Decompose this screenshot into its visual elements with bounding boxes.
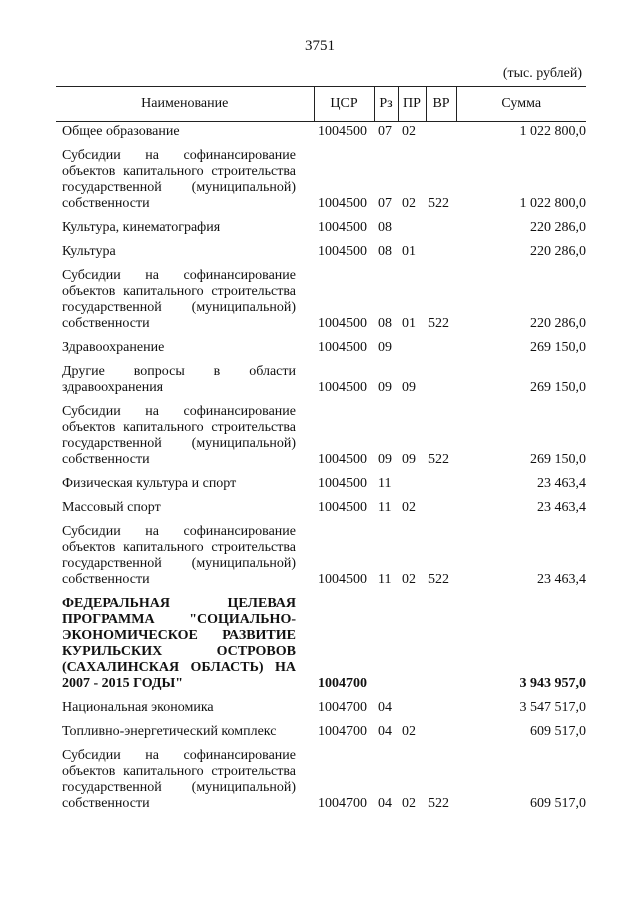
cell-pr: 09	[402, 380, 416, 395]
cell-vr	[426, 356, 456, 396]
cell-pr: 02	[402, 500, 416, 515]
table-row	[56, 332, 586, 356]
cell-name: Субсидии на софинансирование объектов капитального строительства государственной (муниципальной) собственности	[62, 404, 296, 467]
cell-vr	[426, 212, 456, 236]
table-row	[56, 516, 586, 588]
cell-sum: 1 022 800,0	[519, 196, 586, 211]
cell-rz: 07	[378, 196, 392, 211]
cell-name: Культура, кинематография	[62, 220, 221, 235]
cell-sum: 609 517,0	[530, 724, 586, 739]
cell-csr: 1004500	[318, 244, 367, 259]
table-row	[56, 396, 586, 468]
cell-pr	[398, 588, 426, 692]
cell-rz: 09	[378, 380, 392, 395]
cell-rz: 08	[378, 244, 392, 259]
cell-sum: 1 022 800,0	[519, 124, 586, 139]
header-csr: ЦСР	[314, 87, 374, 122]
cell-csr: 1004500	[318, 572, 367, 587]
units-label: (тыс. рублей)	[502, 66, 582, 81]
cell-sum: 269 150,0	[530, 452, 586, 467]
cell-name: Субсидии на софинансирование объектов капитального строительства государственной (муниципальной) собственности	[62, 148, 296, 211]
cell-vr	[426, 332, 456, 356]
cell-name: Здравоохранение	[62, 340, 165, 355]
cell-name: Культура	[62, 244, 116, 259]
cell-vr: 522	[428, 452, 449, 467]
cell-rz: 11	[378, 476, 392, 491]
header-rz: Рз	[374, 87, 398, 122]
page-number: 3751	[305, 38, 335, 54]
table-row	[56, 692, 586, 716]
table-row	[56, 260, 586, 332]
cell-sum: 23 463,4	[537, 500, 586, 515]
cell-csr: 1004500	[318, 452, 367, 467]
cell-name: Другие вопросы в области здравоохранения	[62, 364, 296, 395]
cell-rz: 08	[378, 316, 392, 331]
cell-sum: 269 150,0	[530, 340, 586, 355]
cell-pr: 02	[402, 572, 416, 587]
cell-name: Субсидии на софинансирование объектов капитального строительства государственной (муниципальной) собственности	[62, 524, 296, 587]
cell-sum: 23 463,4	[537, 572, 586, 587]
cell-pr: 02	[402, 724, 416, 739]
cell-name: Массовый спорт	[62, 500, 161, 515]
cell-csr: 1004500	[318, 500, 367, 515]
header-name: Наименование	[56, 87, 314, 122]
cell-csr: 1004500	[318, 220, 367, 235]
header-vr: ВР	[426, 87, 456, 122]
cell-sum: 220 286,0	[530, 220, 586, 235]
cell-csr: 1004700	[318, 796, 367, 811]
cell-pr: 09	[402, 452, 416, 467]
cell-csr: 1004500	[318, 196, 367, 211]
cell-rz: 11	[378, 500, 392, 515]
cell-name: Субсидии на софинансирование объектов капитального строительства государственной (муниципальной) собственности	[62, 748, 296, 811]
table-row	[56, 140, 586, 212]
cell-vr: 522	[428, 196, 449, 211]
budget-table	[56, 86, 586, 812]
cell-csr: 1004700	[318, 700, 367, 715]
cell-sum: 3 943 957,0	[519, 676, 586, 691]
table-row	[56, 492, 586, 516]
cell-name: ФЕДЕРАЛЬНАЯ ЦЕЛЕВАЯ ПРОГРАММА "СОЦИАЛЬНО-ЭКОНОМИЧЕСКОЕ РАЗВИТИЕ КУРИЛЬСКИХ ОСТРОВОВ (САХАЛИНСКАЯ ОБЛАСТЬ) НА 2007 - 2015 ГОДЫ"	[62, 596, 296, 691]
cell-vr	[426, 716, 456, 740]
cell-sum: 609 517,0	[530, 796, 586, 811]
table-row	[56, 588, 586, 692]
cell-pr: 01	[402, 244, 416, 259]
cell-sum: 220 286,0	[530, 244, 586, 259]
cell-pr	[398, 468, 426, 492]
cell-sum: 220 286,0	[530, 316, 586, 331]
cell-vr: 522	[428, 796, 449, 811]
table-header	[56, 87, 586, 122]
cell-rz: 11	[378, 572, 392, 587]
cell-vr	[426, 236, 456, 260]
cell-rz	[374, 588, 398, 692]
table-row	[56, 122, 586, 141]
table-row	[56, 212, 586, 236]
cell-pr: 02	[402, 124, 416, 139]
table-row	[56, 716, 586, 740]
cell-pr	[398, 692, 426, 716]
table-body	[56, 122, 586, 813]
cell-pr	[398, 212, 426, 236]
cell-rz: 08	[378, 220, 392, 235]
cell-vr: 522	[428, 572, 449, 587]
table-row	[56, 356, 586, 396]
cell-name: Общее образование	[62, 124, 180, 139]
cell-csr: 1004500	[318, 340, 367, 355]
table-row	[56, 236, 586, 260]
table-row	[56, 468, 586, 492]
cell-rz: 04	[378, 724, 392, 739]
cell-name: Национальная экономика	[62, 700, 214, 715]
cell-csr: 1004500	[318, 316, 367, 331]
header-pr: ПР	[398, 87, 426, 122]
cell-csr: 1004500	[318, 476, 367, 491]
cell-sum: 3 547 517,0	[519, 700, 586, 715]
cell-sum: 269 150,0	[530, 380, 586, 395]
cell-vr	[426, 492, 456, 516]
cell-pr: 02	[402, 796, 416, 811]
cell-rz: 04	[378, 796, 392, 811]
cell-vr	[426, 692, 456, 716]
cell-pr	[398, 332, 426, 356]
cell-csr: 1004500	[318, 380, 367, 395]
cell-rz: 09	[378, 452, 392, 467]
cell-rz: 09	[378, 340, 392, 355]
cell-vr	[426, 468, 456, 492]
cell-name: Физическая культура и спорт	[62, 476, 237, 491]
table-row	[56, 740, 586, 812]
cell-vr	[426, 122, 456, 141]
header-sum: Сумма	[456, 87, 586, 122]
cell-vr	[426, 588, 456, 692]
cell-rz: 04	[378, 700, 392, 715]
cell-name: Субсидии на софинансирование объектов капитального строительства государственной (муниципальной) собственности	[62, 268, 296, 331]
cell-vr: 522	[428, 316, 449, 331]
cell-rz: 07	[378, 124, 392, 139]
cell-pr: 01	[402, 316, 416, 331]
cell-csr: 1004700	[318, 676, 367, 691]
cell-sum: 23 463,4	[537, 476, 586, 491]
cell-csr: 1004500	[318, 124, 367, 139]
cell-pr: 02	[402, 196, 416, 211]
cell-csr: 1004700	[318, 724, 367, 739]
cell-name: Топливно-энергетический комплекс	[62, 724, 277, 739]
